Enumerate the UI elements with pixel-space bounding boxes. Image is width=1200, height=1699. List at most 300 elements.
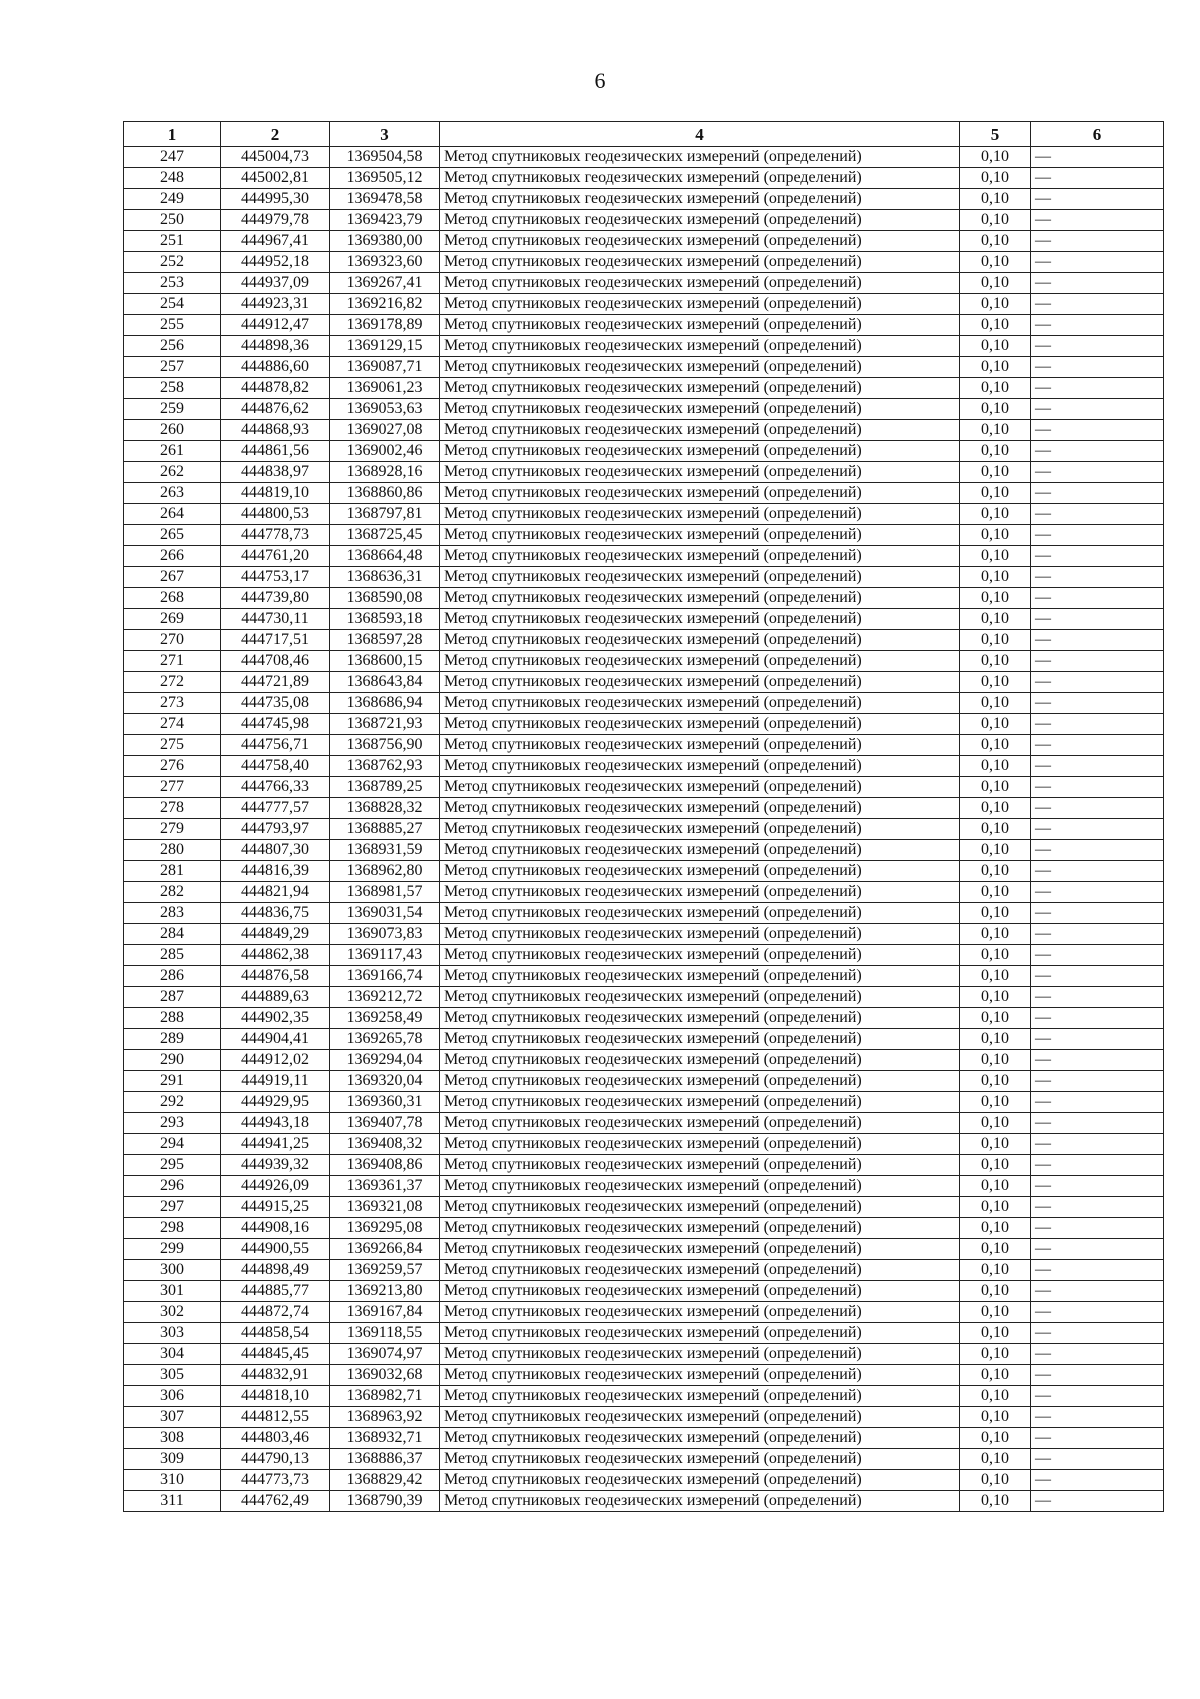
method-cell: Метод спутниковых геодезических измерений (определений) <box>440 1092 960 1113</box>
x-coordinate-cell: 444939,32 <box>221 1155 330 1176</box>
method-cell: Метод спутниковых геодезических измерений (определений) <box>440 924 960 945</box>
x-coordinate-cell: 444872,74 <box>221 1302 330 1323</box>
accuracy-cell: 0,10 <box>960 168 1031 189</box>
dash-cell: — <box>1031 1050 1164 1071</box>
table-row <box>124 861 1164 882</box>
table-row <box>124 1302 1164 1323</box>
y-coordinate-cell: 1368762,93 <box>330 756 440 777</box>
table-row <box>124 1428 1164 1449</box>
table-row <box>124 567 1164 588</box>
y-coordinate-cell: 1369360,31 <box>330 1092 440 1113</box>
y-coordinate-cell: 1369265,78 <box>330 1029 440 1050</box>
table-row <box>124 378 1164 399</box>
point-number-cell: 271 <box>124 651 221 672</box>
dash-cell: — <box>1031 861 1164 882</box>
accuracy-cell: 0,10 <box>960 1365 1031 1386</box>
y-coordinate-cell: 1368860,86 <box>330 483 440 504</box>
method-cell: Метод спутниковых геодезических измерений (определений) <box>440 1344 960 1365</box>
table-row <box>124 1260 1164 1281</box>
dash-cell: — <box>1031 1260 1164 1281</box>
point-number-cell: 261 <box>124 441 221 462</box>
x-coordinate-cell: 444886,60 <box>221 357 330 378</box>
y-coordinate-cell: 1368931,59 <box>330 840 440 861</box>
x-coordinate-cell: 444836,75 <box>221 903 330 924</box>
point-number-cell: 265 <box>124 525 221 546</box>
x-coordinate-cell: 444821,94 <box>221 882 330 903</box>
y-coordinate-cell: 1369323,60 <box>330 252 440 273</box>
method-cell: Метод спутниковых геодезических измерений (определений) <box>440 1449 960 1470</box>
x-coordinate-cell: 444761,20 <box>221 546 330 567</box>
accuracy-cell: 0,10 <box>960 945 1031 966</box>
x-coordinate-cell: 444929,95 <box>221 1092 330 1113</box>
y-coordinate-cell: 1368829,42 <box>330 1470 440 1491</box>
method-cell: Метод спутниковых геодезических измерений (определений) <box>440 651 960 672</box>
point-number-cell: 306 <box>124 1386 221 1407</box>
table-row <box>124 168 1164 189</box>
method-cell: Метод спутниковых геодезических измерений (определений) <box>440 861 960 882</box>
y-coordinate-cell: 1369407,78 <box>330 1113 440 1134</box>
x-coordinate-cell: 444717,51 <box>221 630 330 651</box>
method-cell: Метод спутниковых геодезических измерений (определений) <box>440 1365 960 1386</box>
accuracy-cell: 0,10 <box>960 1428 1031 1449</box>
header-col-6: 6 <box>1031 122 1164 147</box>
y-coordinate-cell: 1369118,55 <box>330 1323 440 1344</box>
x-coordinate-cell: 444777,57 <box>221 798 330 819</box>
point-number-cell: 289 <box>124 1029 221 1050</box>
method-cell: Метод спутниковых геодезических измерений (определений) <box>440 210 960 231</box>
x-coordinate-cell: 444862,38 <box>221 945 330 966</box>
x-coordinate-cell: 444832,91 <box>221 1365 330 1386</box>
table-row <box>124 336 1164 357</box>
y-coordinate-cell: 1368928,16 <box>330 462 440 483</box>
x-coordinate-cell: 444952,18 <box>221 252 330 273</box>
table-row <box>124 651 1164 672</box>
x-coordinate-cell: 444838,97 <box>221 462 330 483</box>
accuracy-cell: 0,10 <box>960 777 1031 798</box>
point-number-cell: 286 <box>124 966 221 987</box>
x-coordinate-cell: 444756,71 <box>221 735 330 756</box>
method-cell: Метод спутниковых геодезических измерений (определений) <box>440 504 960 525</box>
point-number-cell: 291 <box>124 1071 221 1092</box>
point-number-cell: 277 <box>124 777 221 798</box>
y-coordinate-cell: 1369361,37 <box>330 1176 440 1197</box>
x-coordinate-cell: 444803,46 <box>221 1428 330 1449</box>
table-row <box>124 1323 1164 1344</box>
method-cell: Метод спутниковых геодезических измерений (определений) <box>440 294 960 315</box>
accuracy-cell: 0,10 <box>960 1008 1031 1029</box>
method-cell: Метод спутниковых геодезических измерений (определений) <box>440 735 960 756</box>
method-cell: Метод спутниковых геодезических измерений (определений) <box>440 1029 960 1050</box>
y-coordinate-cell: 1368789,25 <box>330 777 440 798</box>
dash-cell: — <box>1031 924 1164 945</box>
x-coordinate-cell: 444708,46 <box>221 651 330 672</box>
table-row <box>124 672 1164 693</box>
table-row <box>124 525 1164 546</box>
dash-cell: — <box>1031 189 1164 210</box>
table-row <box>124 1197 1164 1218</box>
dash-cell: — <box>1031 273 1164 294</box>
accuracy-cell: 0,10 <box>960 273 1031 294</box>
method-cell: Метод спутниковых геодезических измерений (определений) <box>440 588 960 609</box>
y-coordinate-cell: 1369267,41 <box>330 273 440 294</box>
method-cell: Метод спутниковых геодезических измерений (определений) <box>440 546 960 567</box>
dash-cell: — <box>1031 210 1164 231</box>
method-cell: Метод спутниковых геодезических измерений (определений) <box>440 840 960 861</box>
accuracy-cell: 0,10 <box>960 1176 1031 1197</box>
y-coordinate-cell: 1369320,04 <box>330 1071 440 1092</box>
method-cell: Метод спутниковых геодезических измерений (определений) <box>440 777 960 798</box>
y-coordinate-cell: 1368643,84 <box>330 672 440 693</box>
method-cell: Метод спутниковых геодезических измерений (определений) <box>440 420 960 441</box>
point-number-cell: 281 <box>124 861 221 882</box>
accuracy-cell: 0,10 <box>960 525 1031 546</box>
x-coordinate-cell: 444807,30 <box>221 840 330 861</box>
table-row <box>124 1407 1164 1428</box>
dash-cell: — <box>1031 819 1164 840</box>
dash-cell: — <box>1031 231 1164 252</box>
table-row <box>124 1155 1164 1176</box>
point-number-cell: 253 <box>124 273 221 294</box>
x-coordinate-cell: 444745,98 <box>221 714 330 735</box>
point-number-cell: 266 <box>124 546 221 567</box>
coordinates-table <box>123 121 1164 1512</box>
method-cell: Метод спутниковых геодезических измерений (определений) <box>440 756 960 777</box>
table-row <box>124 1470 1164 1491</box>
dash-cell: — <box>1031 1176 1164 1197</box>
dash-cell: — <box>1031 903 1164 924</box>
point-number-cell: 280 <box>124 840 221 861</box>
point-number-cell: 309 <box>124 1449 221 1470</box>
table-row <box>124 294 1164 315</box>
table-row <box>124 1281 1164 1302</box>
accuracy-cell: 0,10 <box>960 399 1031 420</box>
x-coordinate-cell: 444908,16 <box>221 1218 330 1239</box>
accuracy-cell: 0,10 <box>960 1113 1031 1134</box>
y-coordinate-cell: 1368590,08 <box>330 588 440 609</box>
y-coordinate-cell: 1368797,81 <box>330 504 440 525</box>
accuracy-cell: 0,10 <box>960 483 1031 504</box>
y-coordinate-cell: 1368597,28 <box>330 630 440 651</box>
table-row <box>124 903 1164 924</box>
y-coordinate-cell: 1369478,58 <box>330 189 440 210</box>
table-row <box>124 1071 1164 1092</box>
method-cell: Метод спутниковых геодезических измерений (определений) <box>440 1323 960 1344</box>
x-coordinate-cell: 444876,58 <box>221 966 330 987</box>
point-number-cell: 284 <box>124 924 221 945</box>
header-col-5: 5 <box>960 122 1031 147</box>
accuracy-cell: 0,10 <box>960 714 1031 735</box>
dash-cell: — <box>1031 609 1164 630</box>
method-cell: Метод спутниковых геодезических измерений (определений) <box>440 1134 960 1155</box>
method-cell: Метод спутниковых геодезических измерений (определений) <box>440 189 960 210</box>
point-number-cell: 285 <box>124 945 221 966</box>
method-cell: Метод спутниковых геодезических измерений (определений) <box>440 1470 960 1491</box>
accuracy-cell: 0,10 <box>960 147 1031 168</box>
point-number-cell: 283 <box>124 903 221 924</box>
table-row <box>124 399 1164 420</box>
header-col-4: 4 <box>440 122 960 147</box>
point-number-cell: 250 <box>124 210 221 231</box>
method-cell: Метод спутниковых геодезических измерений (определений) <box>440 525 960 546</box>
table-row <box>124 735 1164 756</box>
accuracy-cell: 0,10 <box>960 924 1031 945</box>
dash-cell: — <box>1031 693 1164 714</box>
page-number: 6 <box>594 68 606 93</box>
point-number-cell: 256 <box>124 336 221 357</box>
dash-cell: — <box>1031 252 1164 273</box>
point-number-cell: 311 <box>124 1491 221 1512</box>
y-coordinate-cell: 1369380,00 <box>330 231 440 252</box>
method-cell: Метод спутниковых геодезических измерений (определений) <box>440 1386 960 1407</box>
accuracy-cell: 0,10 <box>960 1134 1031 1155</box>
y-coordinate-cell: 1369053,63 <box>330 399 440 420</box>
x-coordinate-cell: 445002,81 <box>221 168 330 189</box>
dash-cell: — <box>1031 1386 1164 1407</box>
dash-cell: — <box>1031 1218 1164 1239</box>
x-coordinate-cell: 444766,33 <box>221 777 330 798</box>
x-coordinate-cell: 444898,49 <box>221 1260 330 1281</box>
y-coordinate-cell: 1369074,97 <box>330 1344 440 1365</box>
method-cell: Метод спутниковых геодезических измерений (определений) <box>440 903 960 924</box>
dash-cell: — <box>1031 651 1164 672</box>
accuracy-cell: 0,10 <box>960 504 1031 525</box>
table-row <box>124 210 1164 231</box>
y-coordinate-cell: 1369027,08 <box>330 420 440 441</box>
accuracy-cell: 0,10 <box>960 987 1031 1008</box>
method-cell: Метод спутниковых геодезических измерений (определений) <box>440 399 960 420</box>
dash-cell: — <box>1031 294 1164 315</box>
accuracy-cell: 0,10 <box>960 1491 1031 1512</box>
method-cell: Метод спутниковых геодезических измерений (определений) <box>440 1281 960 1302</box>
y-coordinate-cell: 1369505,12 <box>330 168 440 189</box>
y-coordinate-cell: 1369117,43 <box>330 945 440 966</box>
table-row <box>124 252 1164 273</box>
accuracy-cell: 0,10 <box>960 294 1031 315</box>
header-col-1: 1 <box>124 122 221 147</box>
y-coordinate-cell: 1369294,04 <box>330 1050 440 1071</box>
table-row <box>124 231 1164 252</box>
method-cell: Метод спутниковых геодезических измерений (определений) <box>440 1155 960 1176</box>
x-coordinate-cell: 444885,77 <box>221 1281 330 1302</box>
point-number-cell: 307 <box>124 1407 221 1428</box>
point-number-cell: 305 <box>124 1365 221 1386</box>
x-coordinate-cell: 444919,11 <box>221 1071 330 1092</box>
header-col-2: 2 <box>221 122 330 147</box>
x-coordinate-cell: 444878,82 <box>221 378 330 399</box>
x-coordinate-cell: 444923,31 <box>221 294 330 315</box>
x-coordinate-cell: 444967,41 <box>221 231 330 252</box>
point-number-cell: 301 <box>124 1281 221 1302</box>
method-cell: Метод спутниковых геодезических измерений (определений) <box>440 798 960 819</box>
method-cell: Метод спутниковых геодезических измерений (определений) <box>440 693 960 714</box>
point-number-cell: 304 <box>124 1344 221 1365</box>
method-cell: Метод спутниковых геодезических измерений (определений) <box>440 336 960 357</box>
method-cell: Метод спутниковых геодезических измерений (определений) <box>440 378 960 399</box>
accuracy-cell: 0,10 <box>960 1281 1031 1302</box>
accuracy-cell: 0,10 <box>960 1449 1031 1470</box>
dash-cell: — <box>1031 714 1164 735</box>
accuracy-cell: 0,10 <box>960 567 1031 588</box>
accuracy-cell: 0,10 <box>960 336 1031 357</box>
x-coordinate-cell: 444868,93 <box>221 420 330 441</box>
method-cell: Метод спутниковых геодезических измерений (определений) <box>440 1260 960 1281</box>
point-number-cell: 299 <box>124 1239 221 1260</box>
x-coordinate-cell: 445004,73 <box>221 147 330 168</box>
y-coordinate-cell: 1369129,15 <box>330 336 440 357</box>
point-number-cell: 292 <box>124 1092 221 1113</box>
y-coordinate-cell: 1368963,92 <box>330 1407 440 1428</box>
table-row <box>124 1113 1164 1134</box>
accuracy-cell: 0,10 <box>960 1302 1031 1323</box>
x-coordinate-cell: 444995,30 <box>221 189 330 210</box>
point-number-cell: 274 <box>124 714 221 735</box>
dash-cell: — <box>1031 1449 1164 1470</box>
point-number-cell: 308 <box>124 1428 221 1449</box>
y-coordinate-cell: 1368932,71 <box>330 1428 440 1449</box>
accuracy-cell: 0,10 <box>960 693 1031 714</box>
dash-cell: — <box>1031 987 1164 1008</box>
dash-cell: — <box>1031 1134 1164 1155</box>
y-coordinate-cell: 1369073,83 <box>330 924 440 945</box>
x-coordinate-cell: 444721,89 <box>221 672 330 693</box>
y-coordinate-cell: 1368962,80 <box>330 861 440 882</box>
x-coordinate-cell: 444858,54 <box>221 1323 330 1344</box>
y-coordinate-cell: 1369213,80 <box>330 1281 440 1302</box>
y-coordinate-cell: 1369061,23 <box>330 378 440 399</box>
accuracy-cell: 0,10 <box>960 1386 1031 1407</box>
table-row <box>124 756 1164 777</box>
point-number-cell: 257 <box>124 357 221 378</box>
y-coordinate-cell: 1368982,71 <box>330 1386 440 1407</box>
table-row <box>124 819 1164 840</box>
point-number-cell: 279 <box>124 819 221 840</box>
method-cell: Метод спутниковых геодезических измерений (определений) <box>440 1239 960 1260</box>
dash-cell: — <box>1031 399 1164 420</box>
point-number-cell: 296 <box>124 1176 221 1197</box>
dash-cell: — <box>1031 546 1164 567</box>
x-coordinate-cell: 444876,62 <box>221 399 330 420</box>
table-row <box>124 1239 1164 1260</box>
point-number-cell: 295 <box>124 1155 221 1176</box>
table-row <box>124 1134 1164 1155</box>
accuracy-cell: 0,10 <box>960 1344 1031 1365</box>
x-coordinate-cell: 444773,73 <box>221 1470 330 1491</box>
y-coordinate-cell: 1369087,71 <box>330 357 440 378</box>
point-number-cell: 302 <box>124 1302 221 1323</box>
point-number-cell: 287 <box>124 987 221 1008</box>
x-coordinate-cell: 444758,40 <box>221 756 330 777</box>
y-coordinate-cell: 1369031,54 <box>330 903 440 924</box>
table-row <box>124 693 1164 714</box>
x-coordinate-cell: 444979,78 <box>221 210 330 231</box>
y-coordinate-cell: 1368828,32 <box>330 798 440 819</box>
point-number-cell: 254 <box>124 294 221 315</box>
y-coordinate-cell: 1369408,86 <box>330 1155 440 1176</box>
x-coordinate-cell: 444941,25 <box>221 1134 330 1155</box>
accuracy-cell: 0,10 <box>960 966 1031 987</box>
x-coordinate-cell: 444849,29 <box>221 924 330 945</box>
method-cell: Метод спутниковых геодезических измерений (определений) <box>440 273 960 294</box>
dash-cell: — <box>1031 1197 1164 1218</box>
dash-cell: — <box>1031 966 1164 987</box>
x-coordinate-cell: 444943,18 <box>221 1113 330 1134</box>
method-cell: Метод спутниковых геодезических измерений (определений) <box>440 1218 960 1239</box>
table-row <box>124 1218 1164 1239</box>
point-number-cell: 272 <box>124 672 221 693</box>
x-coordinate-cell: 444735,08 <box>221 693 330 714</box>
accuracy-cell: 0,10 <box>960 441 1031 462</box>
x-coordinate-cell: 444800,53 <box>221 504 330 525</box>
method-cell: Метод спутниковых геодезических измерений (определений) <box>440 945 960 966</box>
y-coordinate-cell: 1369216,82 <box>330 294 440 315</box>
dash-cell: — <box>1031 756 1164 777</box>
x-coordinate-cell: 444812,55 <box>221 1407 330 1428</box>
dash-cell: — <box>1031 1008 1164 1029</box>
table-row <box>124 966 1164 987</box>
table-row <box>124 273 1164 294</box>
y-coordinate-cell: 1368664,48 <box>330 546 440 567</box>
dash-cell: — <box>1031 525 1164 546</box>
dash-cell: — <box>1031 168 1164 189</box>
y-coordinate-cell: 1368686,94 <box>330 693 440 714</box>
y-coordinate-cell: 1369166,74 <box>330 966 440 987</box>
point-number-cell: 290 <box>124 1050 221 1071</box>
y-coordinate-cell: 1369212,72 <box>330 987 440 1008</box>
point-number-cell: 294 <box>124 1134 221 1155</box>
x-coordinate-cell: 444730,11 <box>221 609 330 630</box>
y-coordinate-cell: 1369002,46 <box>330 441 440 462</box>
accuracy-cell: 0,10 <box>960 1092 1031 1113</box>
x-coordinate-cell: 444778,73 <box>221 525 330 546</box>
table-row <box>124 1449 1164 1470</box>
header-col-3: 3 <box>330 122 440 147</box>
method-cell: Метод спутниковых геодезических измерений (определений) <box>440 987 960 1008</box>
x-coordinate-cell: 444937,09 <box>221 273 330 294</box>
point-number-cell: 269 <box>124 609 221 630</box>
dash-cell: — <box>1031 630 1164 651</box>
point-number-cell: 278 <box>124 798 221 819</box>
y-coordinate-cell: 1368790,39 <box>330 1491 440 1512</box>
accuracy-cell: 0,10 <box>960 378 1031 399</box>
point-number-cell: 282 <box>124 882 221 903</box>
table-row <box>124 315 1164 336</box>
table-row <box>124 441 1164 462</box>
table-row <box>124 357 1164 378</box>
dash-cell: — <box>1031 1491 1164 1512</box>
point-number-cell: 264 <box>124 504 221 525</box>
dash-cell: — <box>1031 1071 1164 1092</box>
dash-cell: — <box>1031 420 1164 441</box>
accuracy-cell: 0,10 <box>960 1050 1031 1071</box>
point-number-cell: 275 <box>124 735 221 756</box>
table-row <box>124 777 1164 798</box>
accuracy-cell: 0,10 <box>960 651 1031 672</box>
dash-cell: — <box>1031 1239 1164 1260</box>
dash-cell: — <box>1031 798 1164 819</box>
table-row <box>124 924 1164 945</box>
x-coordinate-cell: 444762,49 <box>221 1491 330 1512</box>
x-coordinate-cell: 444816,39 <box>221 861 330 882</box>
point-number-cell: 263 <box>124 483 221 504</box>
accuracy-cell: 0,10 <box>960 1071 1031 1092</box>
dash-cell: — <box>1031 672 1164 693</box>
y-coordinate-cell: 1369258,49 <box>330 1008 440 1029</box>
table-row <box>124 1029 1164 1050</box>
dash-cell: — <box>1031 1407 1164 1428</box>
table-row <box>124 483 1164 504</box>
y-coordinate-cell: 1369408,32 <box>330 1134 440 1155</box>
x-coordinate-cell: 444793,97 <box>221 819 330 840</box>
